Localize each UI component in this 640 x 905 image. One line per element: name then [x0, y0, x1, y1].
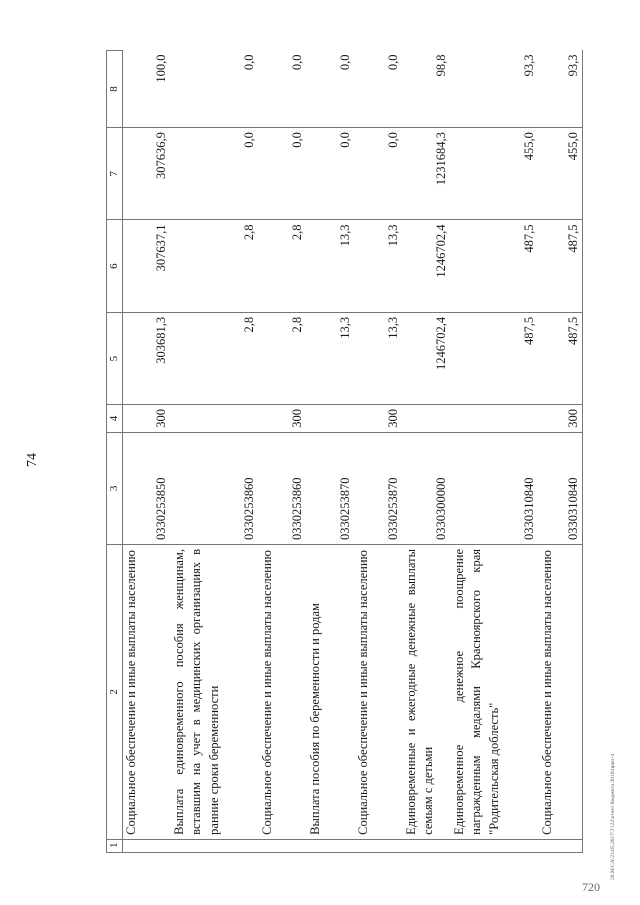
row-vr — [307, 405, 355, 433]
row-code: 0330253860 — [259, 432, 307, 544]
header-col-3: 3 — [107, 432, 123, 544]
table-body — [123, 51, 583, 853]
row-vr: 300 — [259, 405, 307, 433]
row-value-6: 487,5 — [539, 220, 583, 312]
row-value-5: 2,8 — [259, 312, 307, 404]
row-value-5: 303681,3 — [123, 312, 171, 404]
row-name: Единовременное денежное поощрение награжденным медалями Красноярского края "Родительская доблесть" — [451, 544, 539, 839]
row-value-7: 307636,9 — [123, 128, 171, 220]
row-name: Социальное обеспечение и иные выплаты населению — [539, 544, 583, 839]
table-row — [307, 51, 355, 853]
row-value-8: 0,0 — [171, 51, 259, 128]
row-value-8: 93,3 — [539, 51, 583, 128]
row-col-1 — [539, 839, 583, 852]
header-col-5: 5 — [107, 312, 123, 404]
table-row — [259, 51, 307, 853]
row-code: 0330253870 — [307, 432, 355, 544]
row-vr: 300 — [123, 405, 171, 433]
row-col-1 — [403, 839, 451, 852]
row-value-6: 2,8 — [171, 220, 259, 312]
table-row — [451, 51, 539, 853]
header-col-6: 6 — [107, 220, 123, 312]
row-value-8: 0,0 — [355, 51, 403, 128]
row-vr — [171, 405, 259, 433]
row-value-5: 1246702,4 — [403, 312, 451, 404]
row-name: Выплата единовременного пособия женщинам, вставшим на учет в медицинских организациях в ранние сроки беременности — [171, 544, 259, 839]
row-value-7: 0,0 — [307, 128, 355, 220]
row-value-7: 0,0 — [259, 128, 307, 220]
budget-table-rotated — [106, 50, 580, 853]
row-vr: 300 — [539, 405, 583, 433]
table-row — [403, 51, 451, 853]
row-value-6: 13,3 — [355, 220, 403, 312]
row-value-8: 93,3 — [451, 51, 539, 128]
row-col-1 — [123, 839, 171, 852]
row-value-5: 487,5 — [451, 312, 539, 404]
row-value-7: 455,0 — [539, 128, 583, 220]
table-row — [539, 51, 583, 853]
row-value-7: 1231684,3 — [403, 128, 451, 220]
file-path-note: 20.М\СА\23.05.2017\Т122\отчет бюджета 2016\прил-4 — [610, 753, 616, 880]
row-code: 0330253850 — [123, 432, 171, 544]
row-name: Выплата пособия по беременности и родам — [307, 544, 355, 839]
header-col-1: 1 — [107, 839, 123, 852]
row-value-8: 98,8 — [403, 51, 451, 128]
table-row — [123, 51, 171, 853]
row-code: 0330253860 — [171, 432, 259, 544]
budget-table — [106, 50, 583, 853]
row-code: 0330300000 — [403, 432, 451, 544]
row-name: Единовременные и ежегодные денежные выплаты семьям с детьми — [403, 544, 451, 839]
header-col-8: 8 — [107, 51, 123, 128]
row-value-6: 2,8 — [259, 220, 307, 312]
row-name: Социальное обеспечение и иные выплаты населению — [355, 544, 403, 839]
row-vr — [403, 405, 451, 433]
row-col-1 — [307, 839, 355, 852]
row-value-5: 487,5 — [539, 312, 583, 404]
row-col-1 — [259, 839, 307, 852]
row-value-8: 100,0 — [123, 51, 171, 128]
page-number: 74 — [25, 453, 40, 467]
header-col-7: 7 — [107, 128, 123, 220]
row-code: 0330253870 — [355, 432, 403, 544]
row-col-1 — [355, 839, 403, 852]
row-value-6: 487,5 — [451, 220, 539, 312]
header-col-2: 2 — [107, 544, 123, 839]
table-row — [171, 51, 259, 853]
row-value-7: 0,0 — [171, 128, 259, 220]
row-value-5: 13,3 — [355, 312, 403, 404]
row-value-6: 1246702,4 — [403, 220, 451, 312]
row-value-7: 455,0 — [451, 128, 539, 220]
row-value-6: 307637,1 — [123, 220, 171, 312]
row-code: 0330310840 — [539, 432, 583, 544]
row-vr: 300 — [355, 405, 403, 433]
row-value-8: 0,0 — [307, 51, 355, 128]
row-col-1 — [451, 839, 539, 852]
row-name: Социальное обеспечение и иные выплаты населению — [123, 544, 171, 839]
row-value-8: 0,0 — [259, 51, 307, 128]
sheet-number: 720 — [582, 880, 600, 894]
table-row — [355, 51, 403, 853]
row-vr — [451, 405, 539, 433]
row-code: 0330310840 — [451, 432, 539, 544]
row-value-6: 13,3 — [307, 220, 355, 312]
row-value-5: 2,8 — [171, 312, 259, 404]
table-header — [107, 51, 123, 853]
row-value-5: 13,3 — [307, 312, 355, 404]
row-value-7: 0,0 — [355, 128, 403, 220]
header-col-4: 4 — [107, 405, 123, 433]
row-col-1 — [171, 839, 259, 852]
row-name: Социальное обеспечение и иные выплаты населению — [259, 544, 307, 839]
